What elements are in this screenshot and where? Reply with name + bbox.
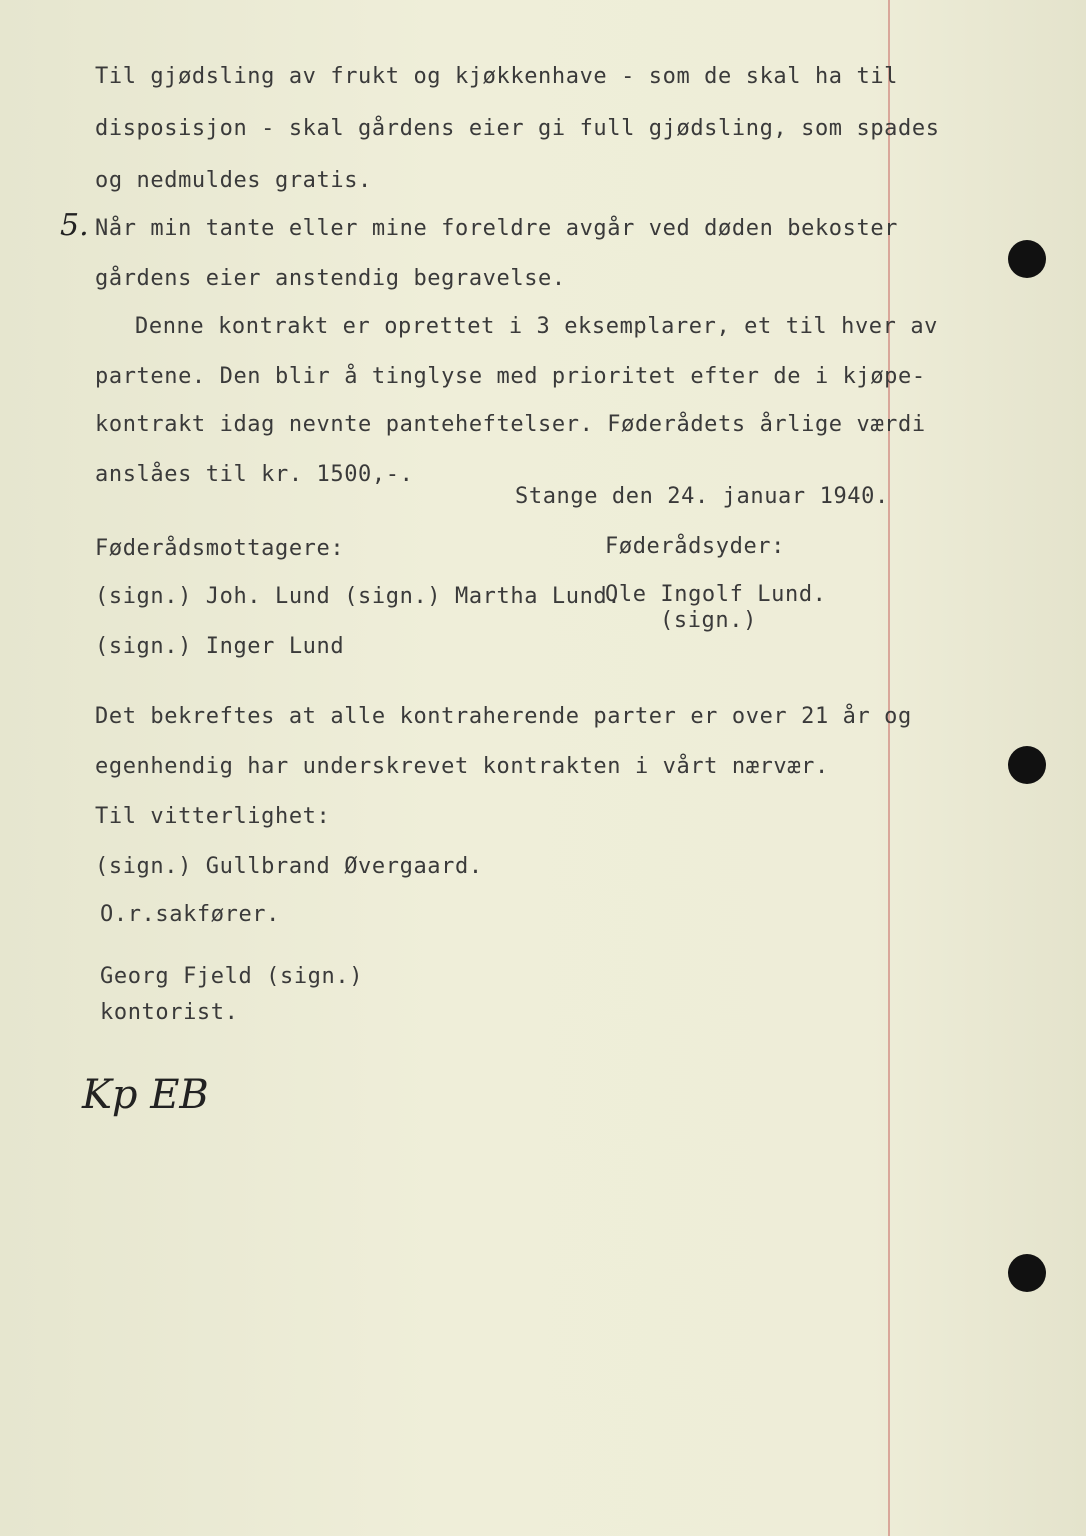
punch-hole — [1008, 746, 1046, 784]
recipients-signatures: (sign.) Joh. Lund (sign.) Martha Lund. — [95, 584, 622, 609]
text-line-5: gårdens eier anstendig begravelse. — [95, 266, 566, 291]
text-line-7: partene. Den blir å tinglyse med prioritet efter de i kjøpe- — [95, 364, 926, 389]
text-line-certify-1: Det bekreftes at alle kontraherende parter er over 21 år og — [95, 704, 912, 729]
witness-title: O.r.sakfører. — [100, 902, 280, 927]
text-line-9: anslåes til kr. 1500,-. — [95, 462, 414, 487]
text-line-2: disposisjon - skal gårdens eier gi full gjødsling, som spades — [95, 116, 940, 141]
text-line-certify-2: egenhendig har underskrevet kontrakten i vårt nærvær. — [95, 754, 829, 779]
clerk-signature: Georg Fjeld (sign.) — [100, 964, 364, 989]
handwritten-item-number: 5. — [60, 208, 89, 243]
text-line-3: og nedmuldes gratis. — [95, 168, 372, 193]
punch-hole — [1008, 1254, 1046, 1292]
recipients-heading: Føderådsmottagere: — [95, 536, 345, 561]
text-line-6: Denne kontrakt er oprettet i 3 eksemplarer, et til hver av — [135, 314, 939, 339]
text-line-8: kontrakt idag nevnte panteheftelser. Føderådets årlige værdi — [95, 412, 926, 437]
handwritten-initials: Kp EB — [82, 1072, 209, 1118]
provider-sign: (sign.) — [660, 608, 757, 633]
witness-signature: (sign.) Gullbrand Øvergaard. — [95, 854, 483, 879]
text-line-1: Til gjødsling av frukt og kjøkkenhave - som de skal ha til — [95, 64, 899, 89]
punch-hole — [1008, 240, 1046, 278]
clerk-title: kontorist. — [100, 1000, 239, 1025]
provider-name: Ole Ingolf Lund. — [605, 582, 827, 607]
recipient-signature-inger: (sign.) Inger Lund — [95, 634, 345, 659]
text-line-4: Når min tante eller mine foreldre avgår ved døden bekoster — [95, 216, 899, 241]
witness-heading: Til vitterlighet: — [95, 804, 331, 829]
provider-heading: Føderådsyder: — [605, 534, 785, 559]
place-date: Stange den 24. januar 1940. — [515, 484, 889, 509]
